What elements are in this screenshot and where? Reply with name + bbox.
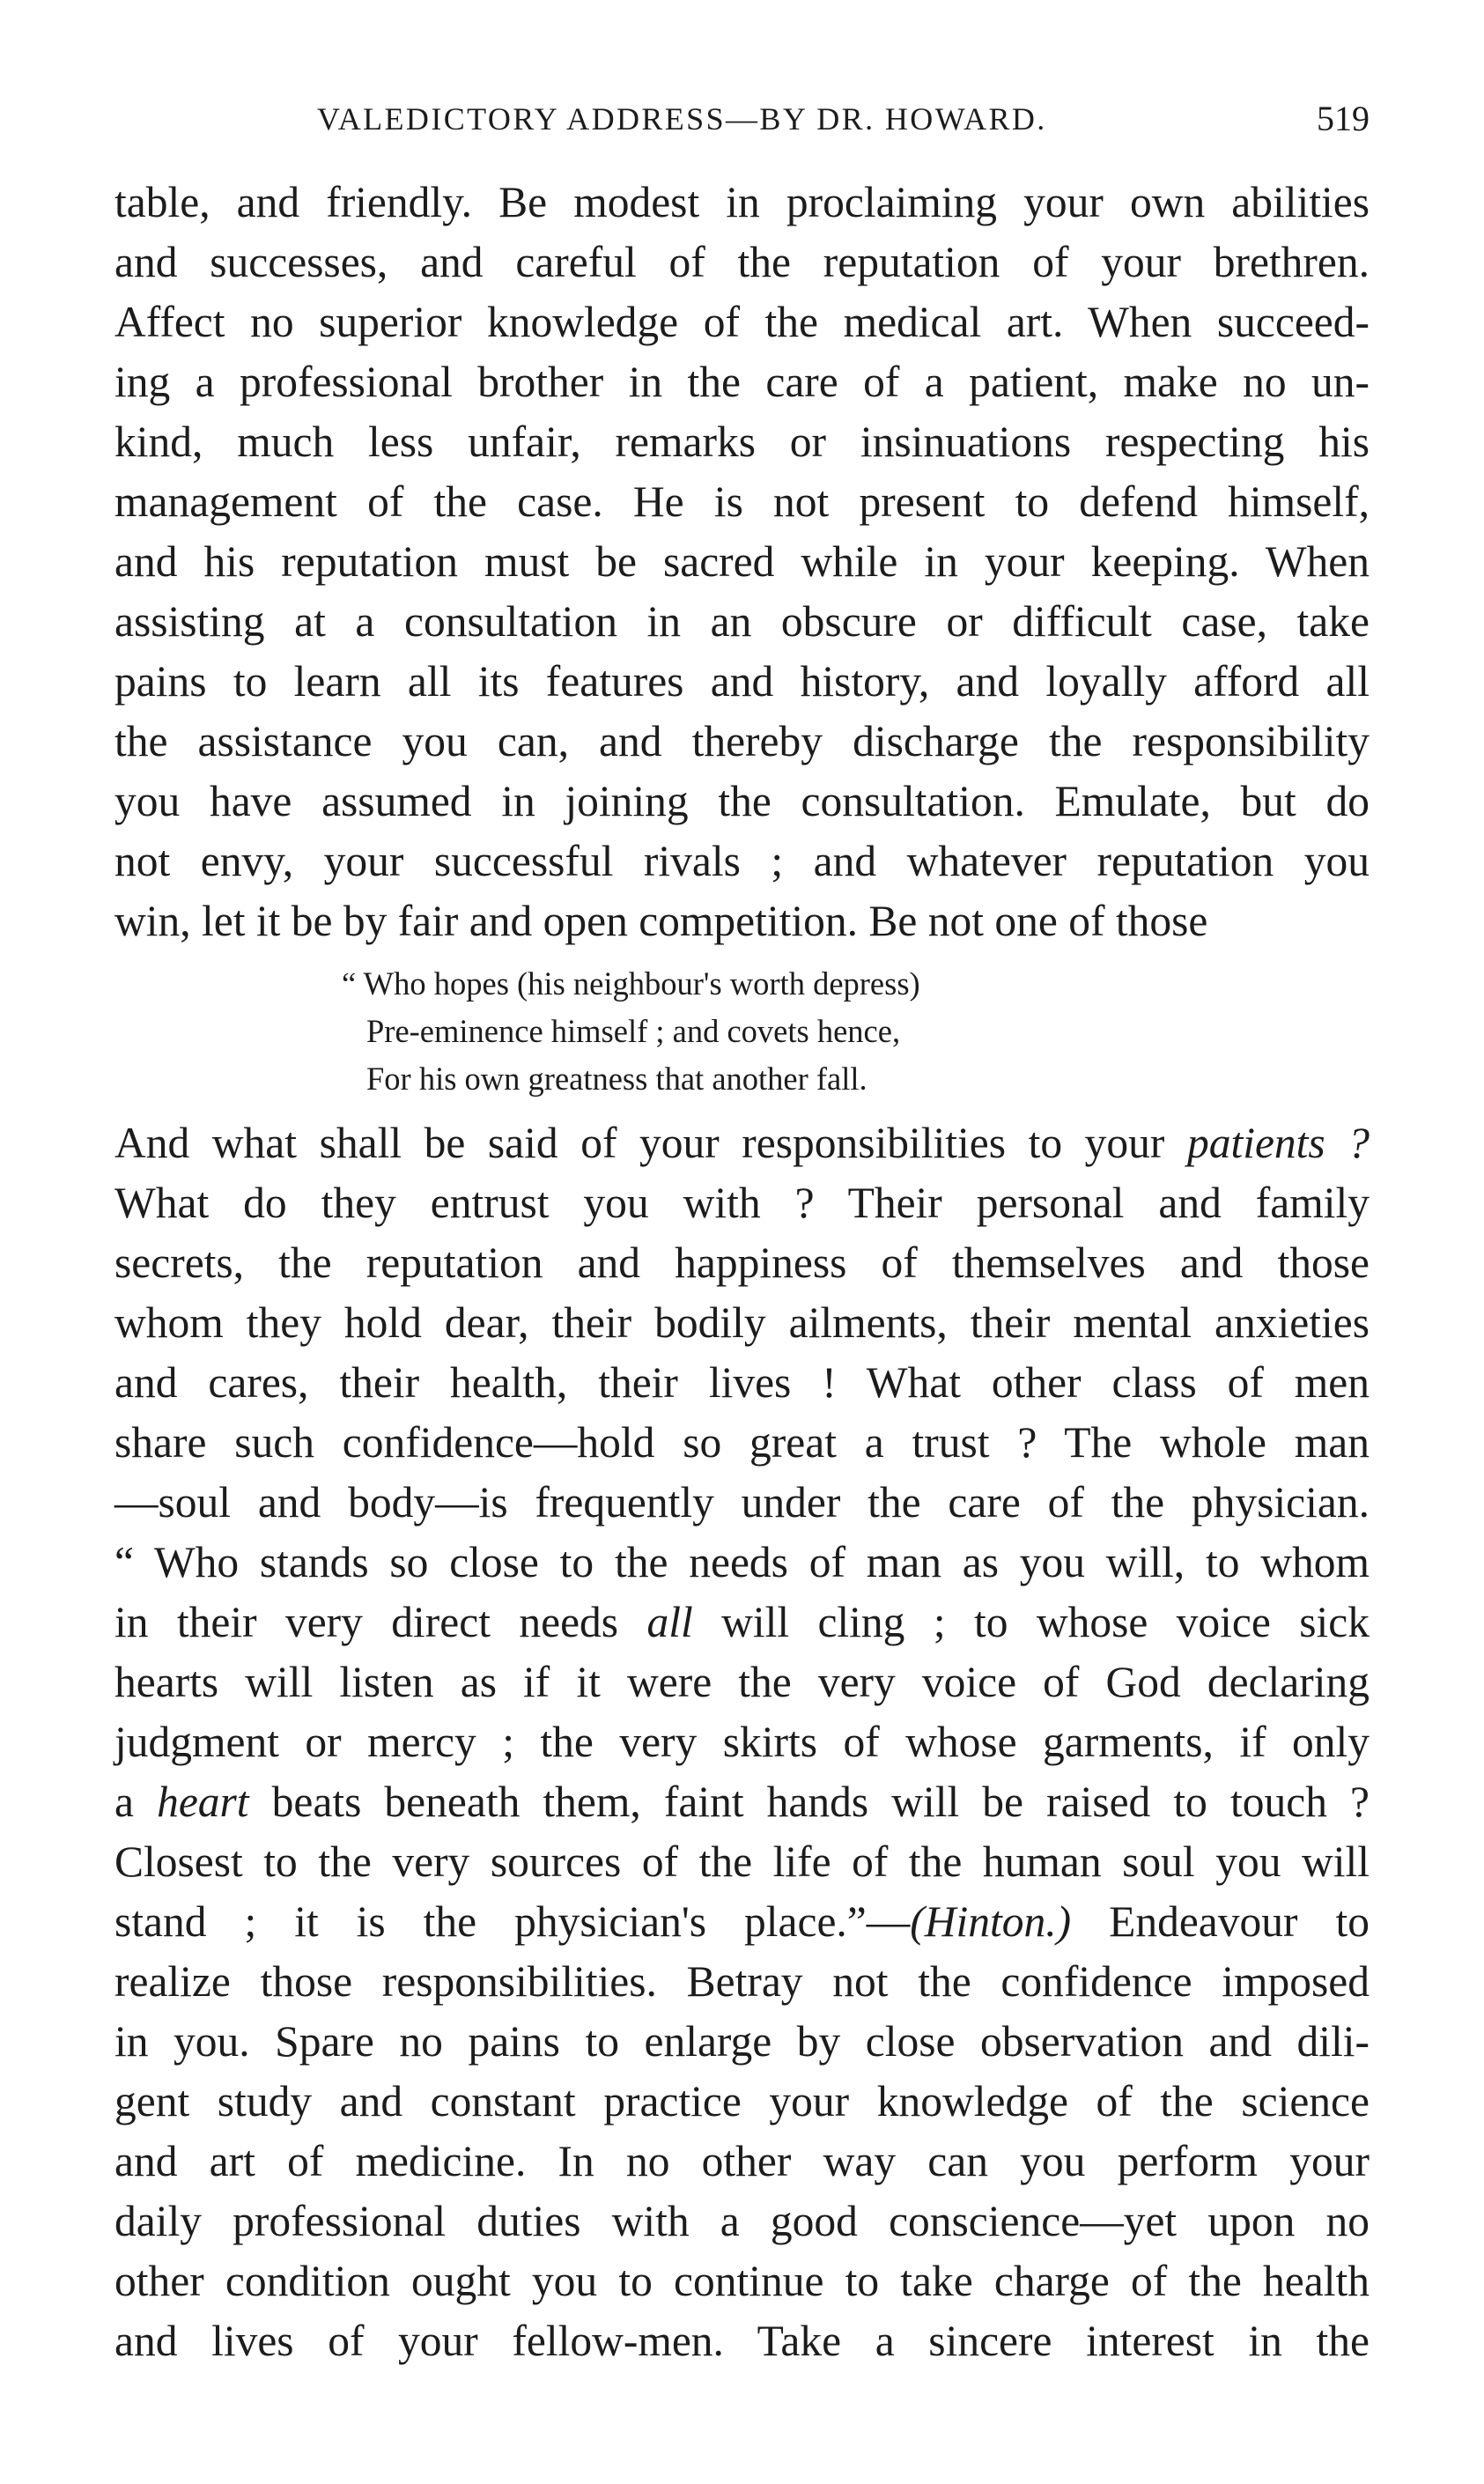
text-line: the assistance you can, and thereby discharge the responsibility: [114, 717, 1370, 765]
text-segment: a: [114, 1778, 158, 1826]
text-line: and art of medicine. In no other way can you perform your: [114, 2137, 1370, 2185]
text-line: hearts will listen as if it were the very voice of God declaring: [114, 1658, 1370, 1706]
text-segment: will cling ; to whose voice sick: [692, 1598, 1370, 1646]
verse-quotation: [114, 951, 1370, 1113]
text-segment: And what shall be said of your responsibilities to your: [114, 1119, 1187, 1167]
text-line: pains to learn all its features and history, and loyally afford all: [114, 657, 1370, 706]
text-line: Affect no superior knowledge of the medical art. When succeed-: [114, 298, 1370, 346]
text-line: share such confidence—hold so great a trust ? The whole man: [114, 1418, 1370, 1467]
text-segment: beats beneath them, faint hands will be raised to touch ?: [248, 1778, 1370, 1826]
verse-line: “ Who hopes (his neighbour's worth depress): [342, 965, 920, 1002]
text-line: secrets, the reputation and happiness of themselves and those: [114, 1238, 1370, 1287]
text-line: assisting at a consultation in an obscure or difficult case, take: [114, 597, 1370, 646]
page-header: [114, 88, 1370, 150]
text-line: other condition ought you to continue to take charge of the health: [114, 2257, 1370, 2305]
text-line: [114, 1772, 1370, 1832]
italic-text: (Hinton.): [910, 1897, 1072, 1946]
paragraph-2: [114, 1113, 1370, 2371]
verse-line: Pre-eminence himself ; and covets hence,: [366, 1013, 901, 1049]
italic-text: patients ?: [1186, 1119, 1370, 1167]
text-line: kind, much less unfair, remarks or insinuations respecting his: [114, 418, 1370, 466]
text-line: not envy, your successful rivals ; and whatever reputation you: [114, 837, 1370, 885]
text-line: [114, 1113, 1370, 1173]
running-head: VALEDICTORY ADDRESS—BY DR. HOWARD.: [317, 101, 1047, 137]
text-line: and successes, and careful of the reputation of your brethren.: [114, 238, 1370, 286]
text-line: win, let it be by fair and open competition. Be not one of those: [114, 897, 1208, 945]
text-line: whom they hold dear, their bodily ailments, their mental anxieties: [114, 1298, 1370, 1347]
text-line: and lives of your fellow-men. Take a sincere interest in the: [114, 2317, 1370, 2365]
text-line: table, and friendly. Be modest in proclaiming your own abilities: [114, 178, 1370, 226]
text-line: [114, 1892, 1370, 1952]
text-segment: stand ; it is the physician's place.”—: [114, 1897, 911, 1946]
text-segment: Endeavour to: [1071, 1897, 1370, 1946]
text-line: gent study and constant practice your knowledge of the science: [114, 2077, 1370, 2125]
text-line: and cares, their health, their lives ! What other class of men: [114, 1358, 1370, 1407]
text-line: —soul and body—is frequently under the care of the physician.: [114, 1478, 1370, 1527]
text-line: judgment or mercy ; the very skirts of whose garments, if only: [114, 1718, 1370, 1766]
text-line: Closest to the very sources of the life of the human soul you will: [114, 1837, 1370, 1886]
text-line: ing a professional brother in the care of a patient, make no un-: [114, 358, 1370, 406]
text-line: you have assumed in joining the consultation. Emulate, but do: [114, 777, 1370, 825]
text-line: daily professional duties with a good conscience—yet upon no: [114, 2197, 1370, 2245]
text-line: What do they entrust you with ? Their personal and family: [114, 1179, 1370, 1227]
text-line: [114, 1593, 1370, 1652]
italic-text: all: [646, 1598, 693, 1646]
page-number: 519: [1317, 99, 1370, 138]
text-segment: in their very direct needs: [114, 1598, 647, 1646]
text-line: management of the case. He is not present to defend himself,: [114, 477, 1370, 526]
body-text: [114, 173, 1370, 2371]
text-line: in you. Spare no pains to enlarge by close observation and dili-: [114, 2017, 1370, 2066]
text-line: and his reputation must be sacred while in your keeping. When: [114, 537, 1370, 586]
text-line: realize those responsibilities. Betray not the confidence imposed: [114, 1957, 1370, 2006]
paragraph-1: [114, 173, 1370, 951]
italic-text: heart: [157, 1778, 249, 1826]
verse-line: For his own greatness that another fall.: [366, 1061, 868, 1097]
text-line: “ Who stands so close to the needs of man as you will, to whom: [114, 1538, 1370, 1586]
